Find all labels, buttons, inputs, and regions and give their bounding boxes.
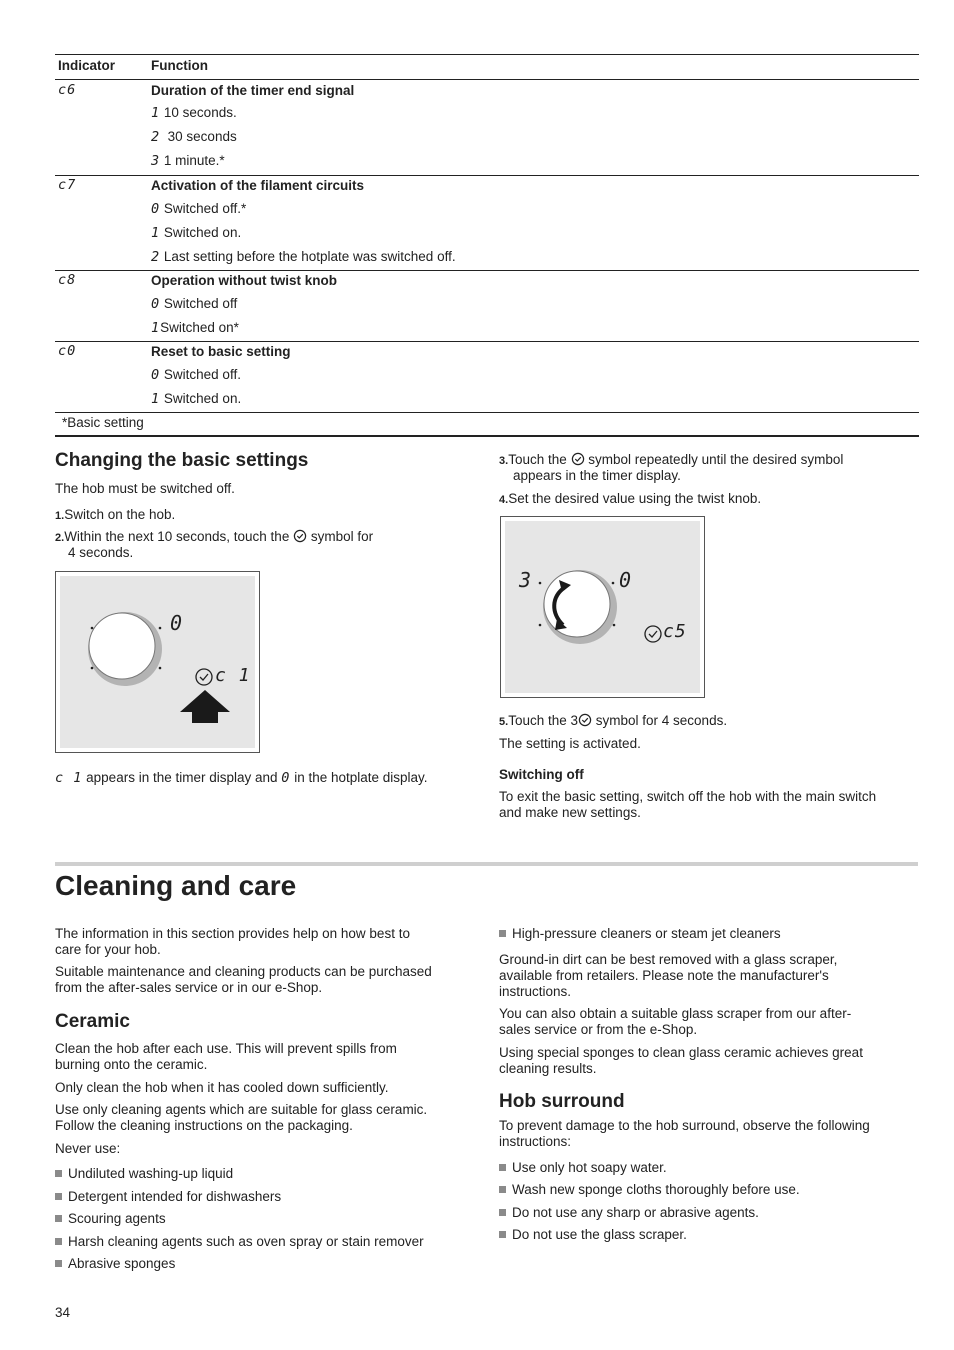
header-indicator: Indicator — [58, 58, 116, 73]
paragraph: available from retailers. Please note the manufacturer's — [499, 968, 829, 983]
timer-icon — [196, 669, 212, 685]
paragraph: Only clean the hob when it has cooled down sufficiently. — [55, 1080, 389, 1095]
step-3: 3.Touch the symbol repeatedly until the desired symbol — [499, 452, 844, 467]
step-1: 1.Switch on the hob. — [55, 507, 176, 522]
paragraph: cleaning results. — [499, 1061, 597, 1076]
paragraph: Clean the hob after each use. This will prevent spills from — [55, 1041, 397, 1056]
switching-off-heading: Switching off — [499, 767, 584, 782]
value-display: 0 — [619, 568, 633, 592]
timer-display: c 1 — [215, 665, 251, 686]
table-option: 0 Switched off — [151, 296, 238, 312]
step-4: 4.Set the desired value using the twist knob. — [499, 491, 762, 506]
table-bottom-rule — [55, 435, 919, 437]
level-display: 3 — [519, 568, 533, 592]
table-header-rule — [55, 79, 919, 80]
list-item: Use only hot soapy water. — [499, 1160, 667, 1176]
arrow-up-icon — [180, 690, 230, 723]
list-item: Abrasive sponges — [55, 1256, 175, 1272]
indicator-code: c8 — [58, 272, 77, 288]
table-option: 0 Switched off. — [151, 367, 241, 383]
group-rule — [55, 412, 919, 413]
step-2: 2.Within the next 10 seconds, touch the symbol for — [55, 529, 374, 544]
timer-display: c5 — [663, 621, 687, 642]
control-panel-figure-2 — [500, 516, 705, 698]
switching-off-text: and make new settings. — [499, 805, 641, 820]
table-option: 1Switched on* — [151, 320, 239, 336]
paragraph: burning onto the ceramic. — [55, 1057, 208, 1072]
header-function: Function — [151, 58, 208, 73]
intro-text: from the after-sales service or in our e-Shop. — [55, 980, 323, 995]
group-rule — [55, 175, 919, 176]
list-item: Do not use any sharp or abrasive agents. — [499, 1205, 759, 1221]
figure-caption: c 1 appears in the timer display and 0 in the hotplate display. — [55, 770, 428, 786]
timer-icon — [645, 626, 661, 642]
timer-icon — [293, 529, 307, 543]
step-3-cont: appears in the timer display. — [513, 468, 681, 483]
twist-knob — [88, 612, 162, 686]
step-5: 5.Touch the 3 symbol for 4 seconds. — [499, 713, 728, 728]
indicator-code: c7 — [58, 177, 77, 193]
indicator-code: c0 — [58, 343, 77, 359]
table-option: 0 Switched off.* — [151, 201, 247, 217]
activated-text: The setting is activated. — [499, 736, 641, 751]
paragraph: You can also obtain a suitable glass scraper from our after- — [499, 1006, 852, 1021]
group-title: Reset to basic setting — [151, 344, 291, 359]
hotplate-display: 0 — [170, 611, 184, 635]
paragraph: instructions: — [499, 1134, 572, 1149]
table-option: 1 10 seconds. — [151, 105, 237, 121]
section-divider — [55, 862, 918, 866]
table-option: 1 Switched on. — [151, 225, 242, 241]
list-item: Wash new sponge cloths thoroughly before use. — [499, 1182, 800, 1198]
paragraph: instructions. — [499, 984, 572, 999]
list-item: Undiluted washing-up liquid — [55, 1166, 233, 1182]
page-number: 34 — [55, 1305, 71, 1320]
table-option: 1 Switched on. — [151, 391, 242, 407]
timer-icon — [578, 713, 592, 727]
page-section-title: Cleaning and care — [55, 870, 297, 901]
section-heading: Changing the basic settings — [55, 450, 309, 471]
list-item: Detergent intended for dishwashers — [55, 1189, 281, 1205]
intro-text: Suitable maintenance and cleaning products can be purchased — [55, 964, 432, 979]
control-panel-figure — [55, 571, 260, 753]
hob-surround-heading: Hob surround — [499, 1091, 625, 1112]
table-footnote: *Basic setting — [62, 415, 144, 430]
indicator-code: c6 — [58, 82, 77, 98]
group-title: Duration of the timer end signal — [151, 83, 355, 98]
paragraph: To prevent damage to the hob surround, observe the following — [499, 1118, 870, 1133]
switching-off-text: To exit the basic setting, switch off the hob with the main switch — [499, 789, 877, 804]
paragraph: Never use: — [55, 1141, 121, 1156]
intro-text: The hob must be switched off. — [55, 481, 235, 496]
group-title: Activation of the filament circuits — [151, 178, 365, 193]
paragraph: sales service or from the e-Shop. — [499, 1022, 698, 1037]
group-rule — [55, 341, 919, 342]
list-item: High-pressure cleaners or steam jet cleaners — [499, 926, 781, 942]
paragraph: Use only cleaning agents which are suitable for glass ceramic. — [55, 1102, 428, 1117]
ceramic-heading: Ceramic — [55, 1011, 130, 1032]
paragraph: Follow the cleaning instructions on the packaging. — [55, 1118, 353, 1133]
table-top-rule — [55, 54, 919, 55]
timer-icon — [571, 452, 585, 466]
intro-text: The information in this section provides help on how best to — [55, 926, 410, 941]
settings-table — [55, 54, 919, 438]
table-option: 2 Last setting before the hotplate was switched off. — [151, 249, 456, 265]
paragraph: Ground-in dirt can be best removed with a glass scraper, — [499, 952, 838, 967]
group-rule — [55, 270, 919, 271]
step-2-cont: 4 seconds. — [68, 545, 134, 560]
table-option: 2 30 seconds — [151, 129, 237, 145]
list-item: Scouring agents — [55, 1211, 166, 1227]
list-item: Harsh cleaning agents such as oven spray or stain remover — [55, 1234, 424, 1250]
list-item: Do not use the glass scraper. — [499, 1227, 687, 1243]
paragraph: Using special sponges to clean glass ceramic achieves great — [499, 1045, 863, 1060]
group-title: Operation without twist knob — [151, 273, 337, 288]
table-option: 3 1 minute.* — [151, 153, 225, 169]
intro-text: care for your hob. — [55, 942, 161, 957]
